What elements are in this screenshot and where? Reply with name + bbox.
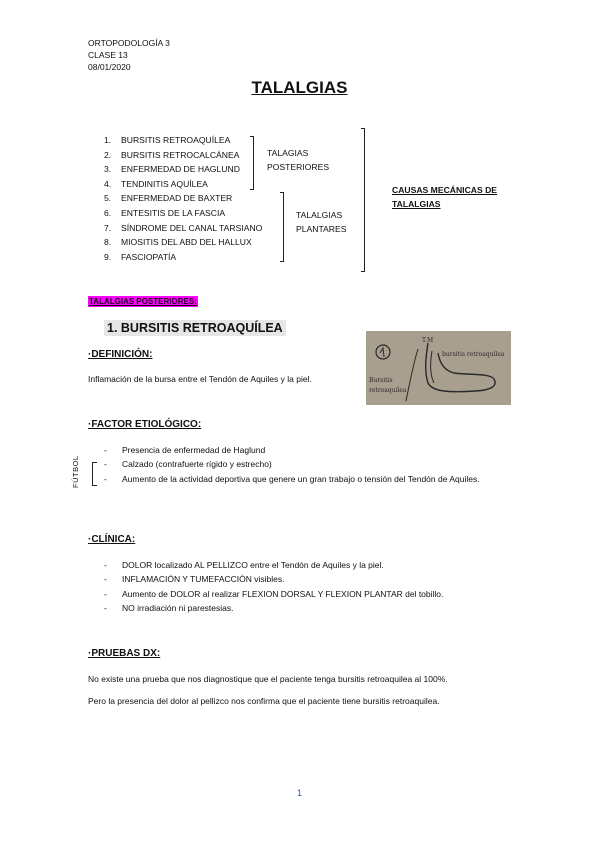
list-item: 9. FASCIOPATÍA [104, 251, 177, 262]
group-label-causas: CAUSAS MECÁNICAS DE TALALGIAS [392, 185, 498, 209]
page-number: 1 [296, 788, 302, 798]
definicion-text: Inflamación de la bursa entre el Tendón de Aquiles y la piel. [88, 374, 312, 384]
list-item: - INFLAMACIÓN Y TUMEFACCIÓN visibles. [104, 574, 285, 585]
clinica-heading: ·CLÍNICA: [88, 534, 136, 545]
bracket-plantares [280, 192, 284, 262]
sketch-note: Bursitis [369, 377, 393, 384]
list-item: 8. MIOSITIS DEL ABD DEL HALLUX [104, 237, 252, 248]
list-item: - NO irradiación ni parestesias. [104, 603, 234, 614]
talalgias-list [104, 133, 262, 264]
clinica-list [104, 558, 544, 616]
list-item: - Aumento de DOLOR al realizar FLEXION DORSAL Y FLEXION PLANTAR del tobillo. [104, 588, 444, 599]
sketch-photo [366, 331, 511, 405]
list-item: 7. SÍNDROME DEL CANAL TARSIANO [104, 222, 263, 233]
section-tag: TALALGIAS POSTERIORES: [89, 297, 197, 306]
pruebas-text-2: Pero la presencia del dolor al pellizco nos confirma que el paciente tiene bursitis retroaquilea. [88, 696, 440, 706]
list-item: 1. BURSITIS RETROAQUÍLEA [104, 135, 231, 145]
definicion-heading: ·DEFINICIÓN: [88, 349, 153, 360]
document-header [88, 37, 170, 73]
class-number: CLASE 13 [88, 50, 128, 60]
date: 08/01/2020 [88, 62, 131, 72]
list-item: - Presencia de enfermedad de Haglund [104, 445, 266, 455]
sketch-note: retroaquílea [369, 387, 407, 394]
page-title: TALALGIAS [251, 78, 348, 97]
list-item: 2. BURSITIS RETROCALCÁNEA [104, 149, 240, 160]
course-name: ORTOPODOLOGÍA 3 [88, 38, 170, 48]
list-item: - Aumento de la actividad deportiva que genere un gran trabajo o tensión del Tendón de Aquiles. [104, 473, 480, 484]
group-label-plantares: TALALGIAS PLANTARES [296, 210, 347, 234]
list-item: - DOLOR localizado AL PELLIZCO entre el Tendón de Aquiles y la piel. [104, 560, 384, 570]
list-item: - Calzado (contrafuerte rígido y estrecho) [104, 459, 272, 470]
pruebas-heading: ·PRUEBAS DX: [88, 648, 161, 659]
bracket-posteriores [250, 136, 254, 190]
section-heading: 1. BURSITIS RETROAQUÍLEA [104, 320, 286, 336]
group-label-posteriores: TALAGIAS POSTERIORES [267, 148, 330, 172]
pruebas-text-1: No existe una prueba que nos diagnostique que el paciente tenga bursitis retroaquilea al 100%. [88, 674, 448, 684]
list-item: 6. ENTESITIS DE LA FASCIA [104, 207, 226, 218]
sketch-note: bursitis retroaquílea [442, 351, 505, 358]
futbol-label: FÚTBOL [71, 455, 80, 488]
etiologico-heading: ·FACTOR ETIOLÓGICO: [88, 419, 202, 430]
bracket-causas [361, 128, 365, 272]
list-item: 5. ENFERMEDAD DE BAXTER [104, 193, 233, 204]
sketch-note-tm: T.M [422, 337, 434, 344]
etiologico-list [104, 443, 524, 486]
list-item: 3. ENFERMEDAD DE HAGLUND [104, 164, 240, 175]
futbol-bracket [92, 462, 97, 486]
list-item: 4. TENDINITIS AQUÍLEA [104, 178, 208, 189]
